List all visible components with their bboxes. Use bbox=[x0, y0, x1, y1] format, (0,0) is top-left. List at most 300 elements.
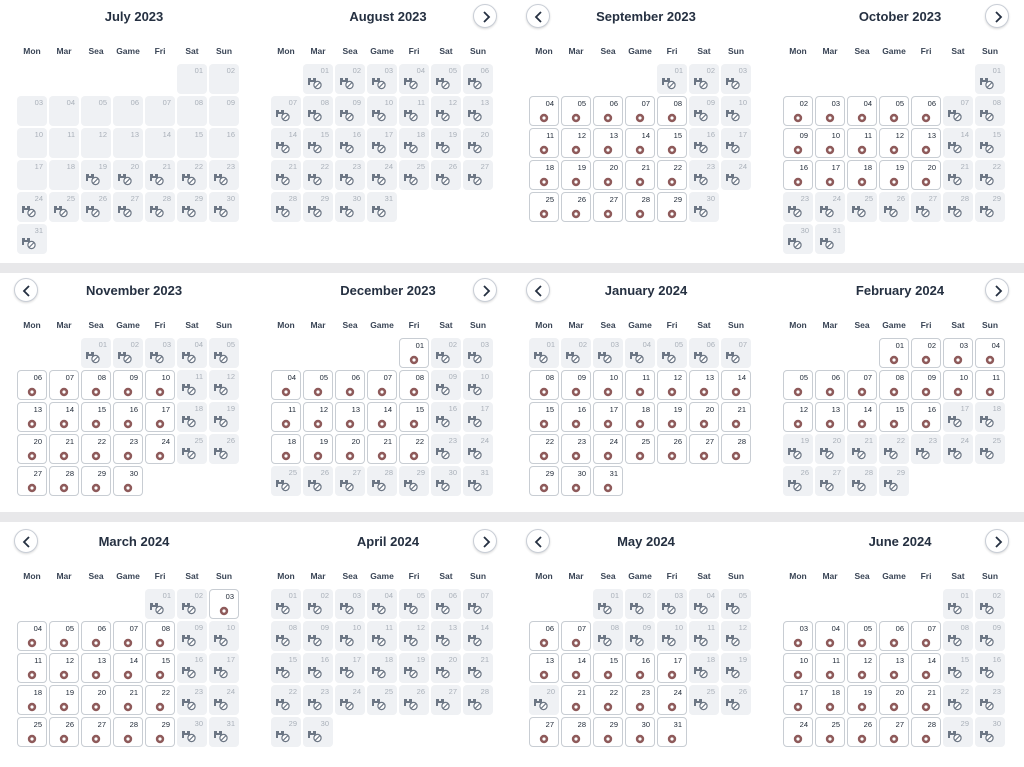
day-number: 28 bbox=[960, 194, 969, 203]
day-cell[interactable] bbox=[593, 685, 623, 715]
day-cell[interactable] bbox=[145, 370, 175, 400]
unavailable-icon bbox=[725, 350, 741, 364]
day-cell[interactable] bbox=[113, 402, 143, 432]
day-cell bbox=[689, 64, 719, 94]
available-icon bbox=[91, 419, 101, 429]
day-cell[interactable] bbox=[529, 717, 559, 747]
day-cell[interactable] bbox=[911, 338, 941, 368]
weekday-header: Sun bbox=[981, 571, 999, 581]
day-cell[interactable] bbox=[689, 370, 719, 400]
day-cell[interactable] bbox=[625, 685, 655, 715]
day-cell[interactable] bbox=[529, 466, 559, 496]
day-number: 19 bbox=[673, 405, 682, 414]
day-number: 03 bbox=[480, 340, 489, 349]
day-cell[interactable] bbox=[847, 160, 877, 190]
day-cell[interactable] bbox=[815, 653, 845, 683]
day-cell[interactable] bbox=[911, 160, 941, 190]
day-cell[interactable] bbox=[625, 370, 655, 400]
day-cell[interactable] bbox=[113, 653, 143, 683]
day-cell bbox=[431, 128, 461, 158]
day-cell[interactable] bbox=[145, 402, 175, 432]
day-cell[interactable] bbox=[367, 370, 397, 400]
day-cell[interactable] bbox=[49, 370, 79, 400]
prev-month-button[interactable] bbox=[526, 278, 550, 302]
day-cell[interactable] bbox=[625, 402, 655, 432]
next-month-button[interactable] bbox=[985, 278, 1009, 302]
day-cell[interactable] bbox=[335, 370, 365, 400]
day-cell[interactable] bbox=[815, 402, 845, 432]
day-cell[interactable] bbox=[49, 685, 79, 715]
day-cell[interactable] bbox=[367, 402, 397, 432]
day-cell[interactable] bbox=[561, 685, 591, 715]
day-cell[interactable] bbox=[847, 402, 877, 432]
weekday-header: Sea bbox=[88, 46, 104, 56]
weekday-header: Mar bbox=[822, 46, 838, 56]
unavailable-icon bbox=[181, 204, 197, 218]
day-cell bbox=[209, 685, 239, 715]
day-cell[interactable] bbox=[879, 685, 909, 715]
day-number: 13 bbox=[448, 623, 457, 632]
day-cell[interactable] bbox=[783, 653, 813, 683]
day-cell[interactable] bbox=[911, 717, 941, 747]
day-number: 14 bbox=[65, 405, 74, 414]
day-cell bbox=[943, 434, 973, 464]
day-cell[interactable] bbox=[847, 685, 877, 715]
day-cell[interactable] bbox=[303, 434, 333, 464]
weekday-header: Sun bbox=[215, 46, 233, 56]
unavailable-icon bbox=[947, 172, 963, 186]
day-cell[interactable] bbox=[271, 370, 301, 400]
available-icon bbox=[59, 734, 69, 744]
day-cell[interactable] bbox=[113, 621, 143, 651]
day-number: 09 bbox=[992, 623, 1001, 632]
day-cell bbox=[657, 64, 687, 94]
day-cell[interactable] bbox=[113, 717, 143, 747]
day-cell[interactable] bbox=[879, 621, 909, 651]
day-cell[interactable] bbox=[657, 192, 687, 222]
day-number: 08 bbox=[610, 623, 619, 632]
day-cell[interactable] bbox=[335, 402, 365, 432]
day-cell[interactable] bbox=[657, 370, 687, 400]
next-month-button[interactable] bbox=[473, 4, 497, 28]
day-cell[interactable] bbox=[911, 653, 941, 683]
prev-month-button[interactable] bbox=[526, 529, 550, 553]
day-number: 13 bbox=[33, 405, 42, 414]
day-cell bbox=[113, 128, 143, 158]
day-cell bbox=[367, 160, 397, 190]
day-cell[interactable] bbox=[879, 717, 909, 747]
day-cell[interactable] bbox=[879, 370, 909, 400]
day-cell[interactable] bbox=[879, 402, 909, 432]
available-icon bbox=[825, 145, 835, 155]
next-month-button[interactable] bbox=[985, 529, 1009, 553]
day-cell[interactable] bbox=[561, 160, 591, 190]
day-cell bbox=[783, 192, 813, 222]
unavailable-icon bbox=[597, 350, 613, 364]
day-cell[interactable] bbox=[847, 128, 877, 158]
day-cell[interactable] bbox=[783, 685, 813, 715]
day-cell[interactable] bbox=[815, 370, 845, 400]
day-cell bbox=[943, 96, 973, 126]
day-cell[interactable] bbox=[145, 717, 175, 747]
day-cell[interactable] bbox=[847, 96, 877, 126]
day-cell[interactable] bbox=[561, 621, 591, 651]
day-cell[interactable] bbox=[911, 685, 941, 715]
day-number: 29 bbox=[194, 194, 203, 203]
day-cell[interactable] bbox=[113, 434, 143, 464]
day-cell[interactable] bbox=[593, 96, 623, 126]
day-cell[interactable] bbox=[49, 434, 79, 464]
weekday-header: Mon bbox=[23, 320, 41, 330]
weekday-header: Mon bbox=[277, 46, 295, 56]
day-cell[interactable] bbox=[657, 128, 687, 158]
available-icon bbox=[699, 419, 709, 429]
day-cell[interactable] bbox=[113, 370, 143, 400]
day-cell[interactable] bbox=[593, 192, 623, 222]
day-cell[interactable] bbox=[17, 370, 47, 400]
day-cell[interactable] bbox=[561, 466, 591, 496]
day-cell bbox=[399, 621, 429, 651]
day-cell[interactable] bbox=[271, 402, 301, 432]
day-cell[interactable] bbox=[49, 653, 79, 683]
day-cell[interactable] bbox=[815, 160, 845, 190]
day-cell[interactable] bbox=[721, 370, 751, 400]
next-month-button[interactable] bbox=[985, 4, 1009, 28]
weekday-header: Game bbox=[370, 320, 394, 330]
chevron-right-icon bbox=[993, 11, 1003, 23]
day-cell[interactable] bbox=[529, 370, 559, 400]
day-cell[interactable] bbox=[593, 466, 623, 496]
day-cell[interactable] bbox=[815, 128, 845, 158]
available-icon bbox=[603, 734, 613, 744]
day-cell[interactable] bbox=[625, 160, 655, 190]
day-cell bbox=[335, 64, 365, 94]
weekday-header: Mar bbox=[56, 571, 72, 581]
day-number: 14 bbox=[927, 656, 936, 665]
day-cell[interactable] bbox=[303, 370, 333, 400]
available-icon bbox=[571, 734, 581, 744]
day-cell[interactable] bbox=[625, 96, 655, 126]
day-cell[interactable] bbox=[529, 402, 559, 432]
available-icon bbox=[539, 451, 549, 461]
day-cell[interactable] bbox=[399, 434, 429, 464]
next-month-button[interactable] bbox=[473, 278, 497, 302]
day-number: 20 bbox=[33, 437, 42, 446]
day-cell bbox=[303, 685, 333, 715]
day-cell[interactable] bbox=[529, 160, 559, 190]
day-cell bbox=[49, 160, 79, 190]
day-cell[interactable] bbox=[815, 685, 845, 715]
day-cell[interactable] bbox=[561, 653, 591, 683]
day-cell bbox=[911, 434, 941, 464]
day-cell[interactable] bbox=[689, 434, 719, 464]
day-cell[interactable] bbox=[847, 717, 877, 747]
day-cell[interactable] bbox=[879, 96, 909, 126]
day-cell[interactable] bbox=[625, 717, 655, 747]
day-number: 03 bbox=[799, 624, 808, 633]
day-cell[interactable] bbox=[879, 160, 909, 190]
available-icon bbox=[377, 451, 387, 461]
weekday-header: Game bbox=[628, 571, 652, 581]
day-cell[interactable] bbox=[593, 128, 623, 158]
day-cell[interactable] bbox=[561, 717, 591, 747]
day-cell bbox=[943, 160, 973, 190]
weekday-header: Sun bbox=[469, 571, 487, 581]
chevron-right-icon bbox=[481, 285, 491, 297]
day-number: 20 bbox=[832, 436, 841, 445]
day-cell[interactable] bbox=[911, 128, 941, 158]
day-cell[interactable] bbox=[529, 653, 559, 683]
day-cell[interactable] bbox=[657, 685, 687, 715]
day-number: 01 bbox=[992, 66, 1001, 75]
day-number: 18 bbox=[863, 163, 872, 172]
weekday-header: Game bbox=[370, 571, 394, 581]
day-cell[interactable] bbox=[81, 370, 111, 400]
unavailable-icon bbox=[213, 729, 229, 743]
day-cell[interactable] bbox=[113, 466, 143, 496]
day-cell[interactable] bbox=[17, 717, 47, 747]
unavailable-icon bbox=[339, 665, 355, 679]
day-cell[interactable] bbox=[911, 402, 941, 432]
day-cell[interactable] bbox=[721, 434, 751, 464]
unavailable-icon bbox=[979, 204, 995, 218]
day-number: 05 bbox=[895, 99, 904, 108]
day-cell[interactable] bbox=[625, 434, 655, 464]
available-icon bbox=[539, 734, 549, 744]
day-cell[interactable] bbox=[81, 621, 111, 651]
day-number: 04 bbox=[706, 591, 715, 600]
day-cell[interactable] bbox=[529, 128, 559, 158]
day-cell[interactable] bbox=[399, 370, 429, 400]
day-cell[interactable] bbox=[783, 96, 813, 126]
day-cell[interactable] bbox=[783, 717, 813, 747]
day-cell[interactable] bbox=[783, 160, 813, 190]
weekday-header: Sun bbox=[469, 46, 487, 56]
chevron-right-icon bbox=[481, 536, 491, 548]
day-number: 21 bbox=[288, 162, 297, 171]
available-icon bbox=[667, 451, 677, 461]
day-cell[interactable] bbox=[689, 402, 719, 432]
weekday-header: Sat bbox=[951, 571, 965, 581]
day-number: 03 bbox=[610, 340, 619, 349]
day-cell[interactable] bbox=[49, 466, 79, 496]
next-month-button[interactable] bbox=[473, 529, 497, 553]
day-cell[interactable] bbox=[593, 434, 623, 464]
available-icon bbox=[123, 483, 133, 493]
day-cell[interactable] bbox=[879, 338, 909, 368]
day-cell[interactable] bbox=[17, 434, 47, 464]
day-cell[interactable] bbox=[943, 370, 973, 400]
day-cell[interactable] bbox=[561, 128, 591, 158]
weekday-header: Sun bbox=[981, 46, 999, 56]
day-cell[interactable] bbox=[561, 434, 591, 464]
unavailable-icon bbox=[213, 446, 229, 460]
day-cell[interactable] bbox=[561, 192, 591, 222]
day-number: 16 bbox=[352, 130, 361, 139]
unavailable-icon bbox=[435, 665, 451, 679]
day-cell[interactable] bbox=[145, 685, 175, 715]
day-cell[interactable] bbox=[847, 653, 877, 683]
day-cell[interactable] bbox=[399, 402, 429, 432]
day-cell bbox=[815, 434, 845, 464]
unavailable-icon bbox=[435, 350, 451, 364]
day-cell[interactable] bbox=[303, 402, 333, 432]
day-cell[interactable] bbox=[657, 717, 687, 747]
available-icon bbox=[857, 419, 867, 429]
day-cell[interactable] bbox=[81, 717, 111, 747]
day-cell[interactable] bbox=[17, 402, 47, 432]
unavailable-icon bbox=[213, 172, 229, 186]
day-number: 18 bbox=[194, 404, 203, 413]
unavailable-icon bbox=[883, 478, 899, 492]
day-cell[interactable] bbox=[911, 621, 941, 651]
day-number: 20 bbox=[351, 437, 360, 446]
day-number: 06 bbox=[351, 373, 360, 382]
day-cell[interactable] bbox=[657, 160, 687, 190]
day-number: 12 bbox=[799, 405, 808, 414]
day-cell bbox=[113, 192, 143, 222]
day-cell[interactable] bbox=[529, 434, 559, 464]
day-cell[interactable] bbox=[529, 621, 559, 651]
day-cell[interactable] bbox=[783, 621, 813, 651]
available-icon bbox=[27, 638, 37, 648]
day-cell[interactable] bbox=[81, 685, 111, 715]
day-cell[interactable] bbox=[625, 128, 655, 158]
day-number: 21 bbox=[737, 405, 746, 414]
day-cell[interactable] bbox=[49, 402, 79, 432]
available-icon bbox=[825, 734, 835, 744]
day-cell[interactable] bbox=[335, 434, 365, 464]
day-cell[interactable] bbox=[783, 402, 813, 432]
prev-month-button[interactable] bbox=[526, 4, 550, 28]
day-cell[interactable] bbox=[879, 653, 909, 683]
unavailable-icon bbox=[725, 697, 741, 711]
day-cell bbox=[81, 160, 111, 190]
day-cell[interactable] bbox=[209, 589, 239, 619]
day-cell[interactable] bbox=[975, 370, 1005, 400]
day-number: 06 bbox=[33, 373, 42, 382]
day-cell[interactable] bbox=[529, 96, 559, 126]
day-cell[interactable] bbox=[593, 653, 623, 683]
day-cell[interactable] bbox=[815, 621, 845, 651]
day-cell[interactable] bbox=[657, 653, 687, 683]
unavailable-icon bbox=[467, 446, 483, 460]
day-number: 28 bbox=[129, 720, 138, 729]
day-cell[interactable] bbox=[625, 192, 655, 222]
unavailable-icon bbox=[725, 108, 741, 122]
day-cell[interactable] bbox=[657, 96, 687, 126]
day-number: 20 bbox=[97, 688, 106, 697]
day-cell bbox=[847, 466, 877, 496]
day-cell bbox=[975, 96, 1005, 126]
day-number: 10 bbox=[799, 656, 808, 665]
prev-month-button[interactable] bbox=[14, 529, 38, 553]
day-cell[interactable] bbox=[81, 466, 111, 496]
day-cell[interactable] bbox=[271, 434, 301, 464]
day-cell[interactable] bbox=[783, 370, 813, 400]
weekday-header: Mon bbox=[535, 46, 553, 56]
day-cell[interactable] bbox=[529, 192, 559, 222]
day-cell[interactable] bbox=[145, 434, 175, 464]
day-cell[interactable] bbox=[17, 685, 47, 715]
unavailable-icon bbox=[533, 350, 549, 364]
unavailable-icon bbox=[339, 172, 355, 186]
day-cell bbox=[177, 653, 207, 683]
day-cell bbox=[975, 653, 1005, 683]
day-cell[interactable] bbox=[593, 717, 623, 747]
day-cell[interactable] bbox=[561, 96, 591, 126]
day-cell bbox=[303, 653, 333, 683]
day-cell[interactable] bbox=[625, 653, 655, 683]
day-cell[interactable] bbox=[17, 466, 47, 496]
day-cell[interactable] bbox=[783, 128, 813, 158]
unavailable-icon bbox=[693, 204, 709, 218]
day-cell[interactable] bbox=[975, 338, 1005, 368]
day-cell[interactable] bbox=[943, 338, 973, 368]
day-cell[interactable] bbox=[81, 434, 111, 464]
unavailable-icon bbox=[435, 140, 451, 154]
day-cell[interactable] bbox=[911, 96, 941, 126]
day-cell[interactable] bbox=[815, 717, 845, 747]
day-cell[interactable] bbox=[81, 653, 111, 683]
day-cell[interactable] bbox=[721, 402, 751, 432]
day-cell[interactable] bbox=[847, 370, 877, 400]
day-cell[interactable] bbox=[847, 621, 877, 651]
unavailable-icon bbox=[725, 172, 741, 186]
available-icon bbox=[571, 702, 581, 712]
day-cell[interactable] bbox=[879, 128, 909, 158]
day-number: 26 bbox=[226, 436, 235, 445]
day-cell[interactable] bbox=[657, 434, 687, 464]
day-cell[interactable] bbox=[593, 160, 623, 190]
weekday-header: Fri bbox=[666, 571, 678, 581]
day-number: 22 bbox=[673, 163, 682, 172]
day-cell[interactable] bbox=[593, 402, 623, 432]
day-number: 11 bbox=[385, 623, 393, 632]
day-number: 18 bbox=[66, 162, 75, 171]
day-number: 08 bbox=[97, 373, 106, 382]
day-cell[interactable] bbox=[145, 653, 175, 683]
weekday-header: Mon bbox=[535, 571, 553, 581]
day-number: 01 bbox=[162, 591, 171, 600]
day-cell[interactable] bbox=[49, 717, 79, 747]
unavailable-icon bbox=[403, 172, 419, 186]
month-title: December 2023 bbox=[340, 283, 436, 298]
day-cell[interactable] bbox=[17, 653, 47, 683]
day-cell[interactable] bbox=[49, 621, 79, 651]
day-cell[interactable] bbox=[815, 96, 845, 126]
day-cell[interactable] bbox=[399, 338, 429, 368]
day-cell[interactable] bbox=[145, 621, 175, 651]
day-cell[interactable] bbox=[17, 621, 47, 651]
day-cell[interactable] bbox=[367, 434, 397, 464]
day-number: 12 bbox=[98, 130, 107, 139]
weekday-header: Mon bbox=[23, 46, 41, 56]
day-cell[interactable] bbox=[81, 402, 111, 432]
day-cell[interactable] bbox=[113, 685, 143, 715]
day-cell[interactable] bbox=[657, 402, 687, 432]
available-icon bbox=[539, 419, 549, 429]
available-icon bbox=[889, 670, 899, 680]
unavailable-icon bbox=[467, 665, 483, 679]
prev-month-button[interactable] bbox=[14, 278, 38, 302]
day-number: 14 bbox=[641, 131, 650, 140]
day-cell[interactable] bbox=[561, 370, 591, 400]
day-cell[interactable] bbox=[911, 370, 941, 400]
day-cell[interactable] bbox=[593, 370, 623, 400]
day-cell bbox=[463, 370, 493, 400]
day-cell[interactable] bbox=[561, 402, 591, 432]
